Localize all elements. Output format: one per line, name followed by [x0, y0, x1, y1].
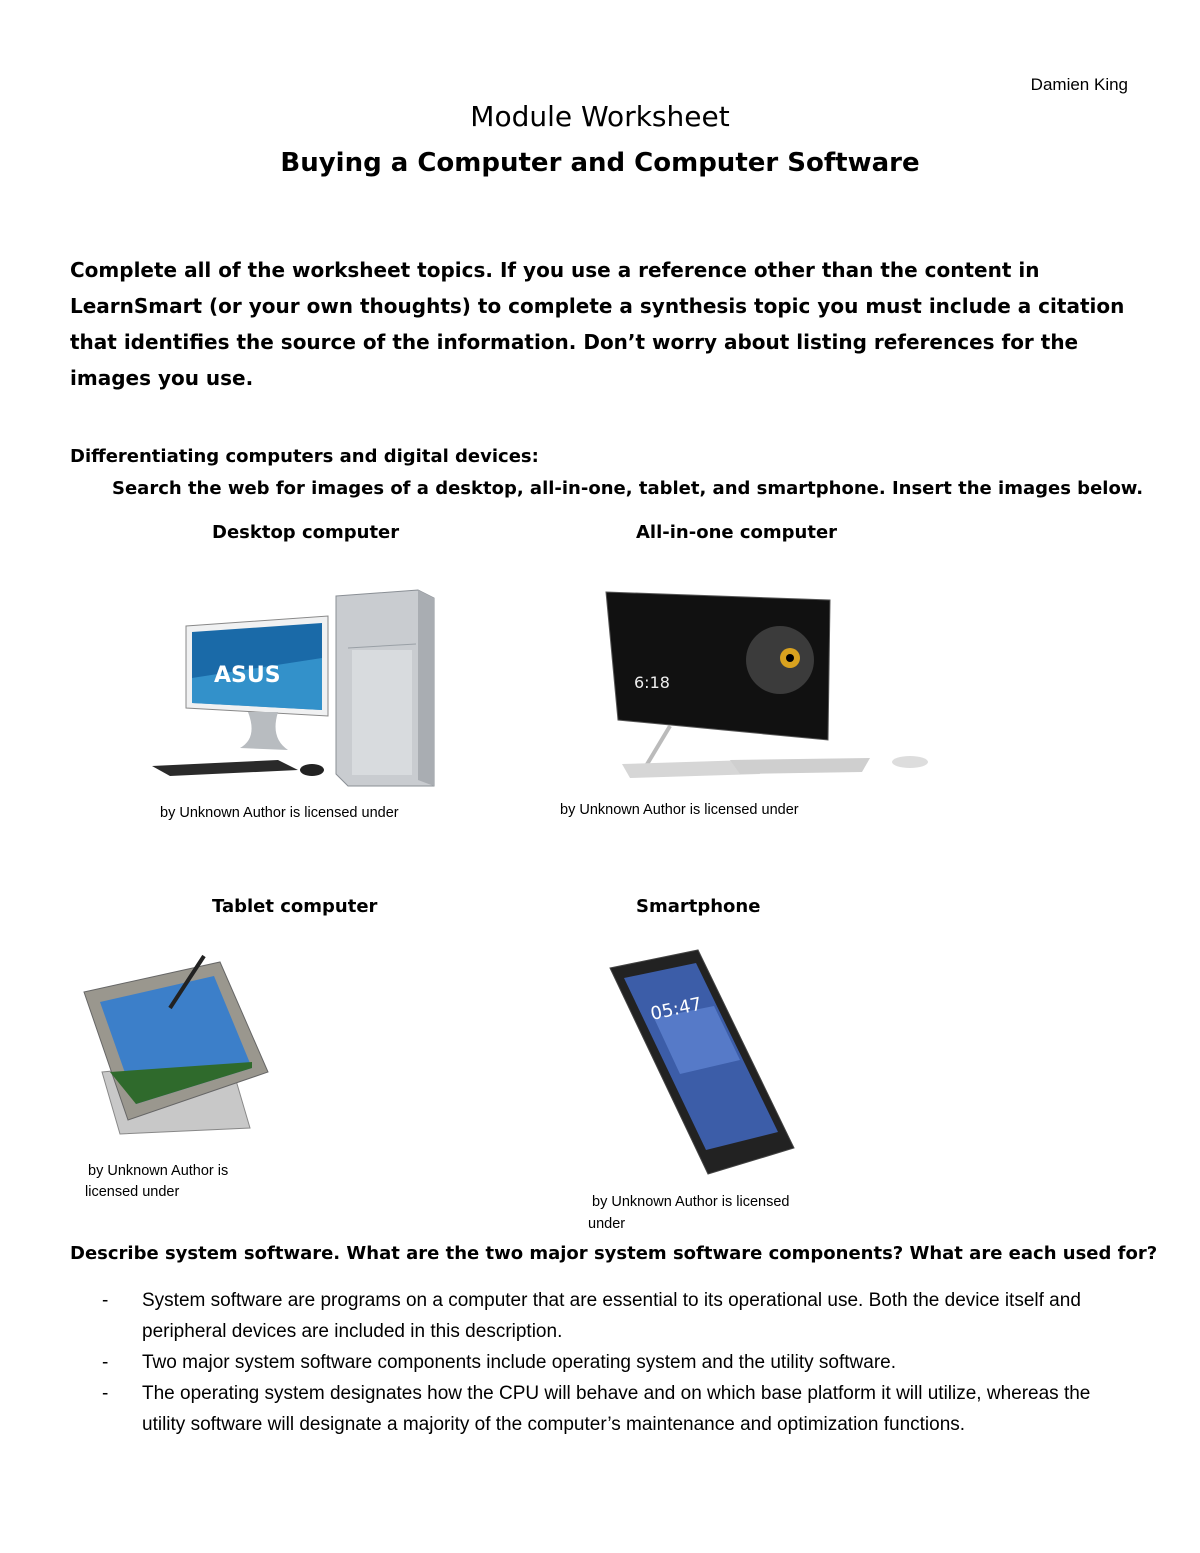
credit-smartphone-line1: by Unknown Author is licensed [592, 1194, 790, 1210]
credit-tablet-line2: licensed under [85, 1184, 180, 1200]
credit-tablet-line1: by Unknown Author is [88, 1163, 229, 1179]
list-item [70, 1285, 1130, 1347]
list-item-text: The operating system designates how the CPU will behave and on which base platform it will utilize, whereas the utility software will designate a majority of the computer’s maintenance and optimization functions. [142, 1383, 1091, 1435]
caption-tablet: Tablet computer [212, 896, 378, 917]
caption-all-in-one: All-in-one computer [636, 522, 838, 543]
smartphone-screen-time: 05:47 [648, 993, 704, 1025]
page-subtitle: Buying a Computer and Computer Software [280, 148, 920, 178]
section-instruction: Search the web for images of a desktop, all-in-one, tablet, and smartphone. Insert the images below. [112, 478, 1144, 499]
credit-desktop: by Unknown Author is licensed under [160, 805, 399, 821]
page-title: Module Worksheet [470, 100, 730, 133]
list-item [70, 1378, 1130, 1440]
desktop-computer-image [148, 588, 438, 788]
list-item-text: Two major system software components include operating system and the utility software. [142, 1352, 897, 1373]
list-item-text: System software are programs on a computer that are essential to its operational use. Both the device itself and peripheral devices are included in this description. [142, 1290, 1081, 1342]
all-in-one-computer-image [600, 588, 940, 783]
answer-list [70, 1285, 1130, 1440]
tablet-computer-image [80, 952, 275, 1137]
caption-desktop: Desktop computer [212, 522, 400, 543]
caption-smartphone: Smartphone [636, 896, 761, 917]
instructions-paragraph: Complete all of the worksheet topics. If you use a reference other than the content in LearnSmart (or your own thoughts) to complete a synthesis topic you must include a citation that identifies the source of the information. Don’t worry about listing references for the images you use. [70, 258, 1125, 390]
credit-smartphone-line2: under [588, 1216, 626, 1232]
list-dash: - [102, 1383, 109, 1404]
list-item [70, 1347, 1130, 1378]
credit-all-in-one: by Unknown Author is licensed under [560, 802, 799, 818]
section-heading: Differentiating computers and digital devices: [70, 446, 539, 467]
all-in-one-screen-time: 6:18 [634, 673, 670, 692]
author-name: Damien King [1030, 75, 1128, 94]
desktop-screen-logo: ASUS [214, 663, 281, 688]
list-dash: - [102, 1352, 109, 1373]
list-dash: - [102, 1290, 109, 1311]
question-system-software: Describe system software. What are the two major system software components? What are each used for? [70, 1243, 1158, 1264]
smartphone-image [604, 948, 799, 1180]
